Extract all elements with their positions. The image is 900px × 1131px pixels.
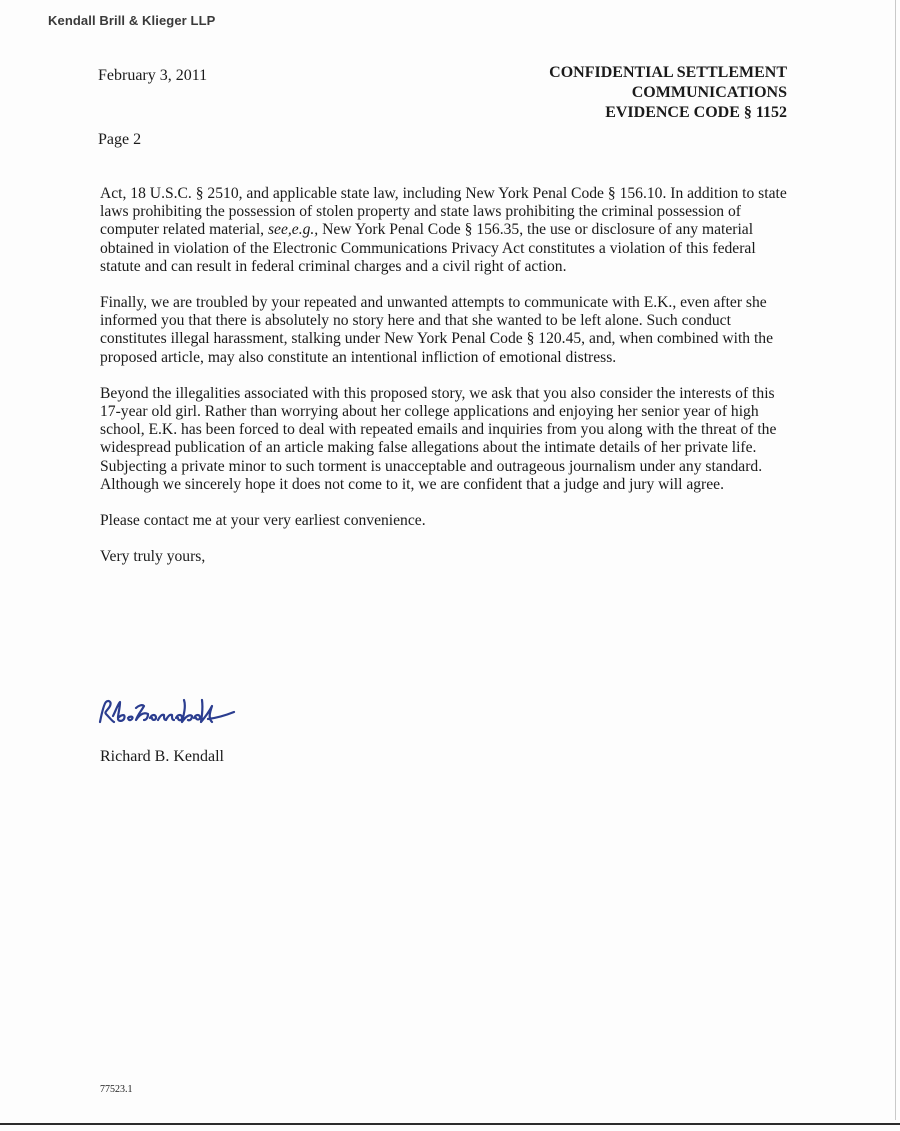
complimentary-close: Very truly yours, (100, 548, 206, 566)
confidential-line-2: COMMUNICATIONS (631, 84, 787, 101)
citation-signal: see,e.g., (267, 221, 319, 239)
paragraph-1 (100, 185, 790, 276)
letter-date: February 3, 2011 (98, 67, 208, 84)
letter-body (100, 185, 790, 582)
confidential-line-3: EVIDENCE CODE § 1152 (605, 104, 787, 121)
paragraph-2: Finally, we are troubled by your repeated and unwanted attempts to communicate with E.K., even after she informed you that there is absolutely no story here and that she wanted to be left alone. Such conduct constitutes illegal harassment, stalking under New York Penal Code § 120.45, and, when combined with the proposed article, may also constitute an intentional infliction of emotional distress. (100, 294, 774, 366)
paragraph-3: Beyond the illegalities associated with this proposed story, we ask that you also consider the interests of this 17-year old girl. Rather than worrying about her college applications and enjoying her senior year of high school, E.K. has been forced to deal with repeated emails and inquiries from you along with the threat of the widespread publication of an article making false allegations about the intimate details of her private life. Subjecting a private minor to such torment is unacceptable and outrageous journalism under any standard. Although we sincerely hope it does not come to it, we are confident that a judge and jury will agree. (100, 384, 777, 493)
signature-icon (96, 692, 236, 732)
signature-stroke (100, 700, 234, 722)
paragraph-1-part-b: New York Penal Code § 156.35, the use or disclosure of any material obtained in violation of the Electronic Communications Privacy Act constitutes a violation of this federal statute and can result in federal criminal charges and a civil right of action. (100, 221, 756, 275)
page-number: Page 2 (98, 131, 142, 148)
document-id: 77523.1 (100, 1084, 133, 1095)
confidential-line-1: CONFIDENTIAL SETTLEMENT (549, 64, 787, 81)
paragraph-4: Please contact me at your very earliest convenience. (100, 512, 426, 530)
page-bottom-border (0, 1123, 900, 1125)
signer-name: Richard B. Kendall (100, 748, 224, 765)
page-edge-line (895, 0, 896, 1120)
paragraph-1-part-a: Act, 18 U.S.C. § 2510, and applicable state law, including New York Penal Code § 156.10. In addition to state laws prohibiting the possession of stolen property and state laws prohibiting the criminal possession of computer related material, (100, 185, 787, 239)
confidential-notice (549, 63, 787, 123)
firm-header: Kendall Brill & Klieger LLP (48, 13, 216, 28)
